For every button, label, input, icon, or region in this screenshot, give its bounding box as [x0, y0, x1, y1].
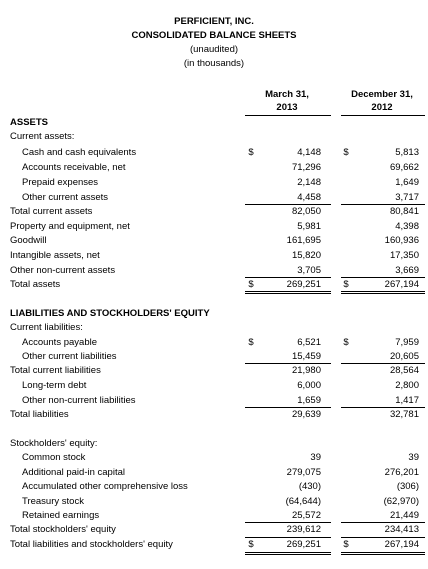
table-row: Other current liabilities 15,459 20,605: [22, 351, 419, 362]
table-row: Other current assets 4,458 3,717: [22, 192, 419, 203]
double-rule: [245, 552, 331, 553]
table-row: Additional paid-in capital 279,075 276,201: [22, 467, 419, 478]
double-rule: [341, 291, 425, 292]
table-row: Retained earnings 25,572 21,449: [22, 510, 419, 521]
table-row: Other non-current assets 3,705 3,669: [10, 265, 419, 276]
units-note: (in thousands): [183, 58, 245, 69]
table-row: Total liabilities 29,639 32,781: [10, 409, 419, 420]
table-row: Intangible assets, net 15,820 17,350: [10, 250, 419, 261]
double-rule: [341, 293, 425, 294]
table-row: Property and equipment, net 5,981 4,398: [10, 221, 419, 232]
double-rule: [245, 291, 331, 292]
assets-heading: ASSETS: [10, 117, 49, 128]
col2-header-date: December 31,: [351, 89, 413, 100]
table-row: Other non-current liabilities 1,659 1,417: [22, 395, 419, 406]
double-rule: [245, 293, 331, 294]
equity-heading: Stockholders' equity:: [10, 438, 98, 449]
table-row: Cash and cash equivalents $ 4,148 $ 5,813: [22, 147, 419, 158]
table-row: Common stock 39 39: [22, 452, 419, 463]
table-row: Accounts payable $ 6,521 $ 7,959: [22, 337, 419, 348]
double-rule: [341, 552, 425, 553]
col2-header-year: 2012: [371, 102, 393, 113]
table-row: Treasury stock (64,644) (62,970): [22, 496, 419, 507]
col1-header-date: March 31,: [265, 89, 309, 100]
table-row: Total stockholders' equity 239,612 234,413: [10, 524, 419, 535]
table-row: Goodwill 161,695 160,936: [10, 235, 419, 246]
current-liabilities-heading: Current liabilities:: [10, 322, 83, 333]
statement-title: CONSOLIDATED BALANCE SHEETS: [131, 30, 297, 41]
table-row: Long-term debt 6,000 2,800: [22, 380, 419, 391]
table-row: Accumulated other comprehensive loss (430) (306): [22, 481, 419, 492]
current-assets-heading: Current assets:: [10, 131, 75, 142]
table-row: Total assets $ 269,251 $ 267,194: [10, 279, 419, 290]
table-row: Total current liabilities 21,980 28,564: [10, 365, 419, 376]
double-rule: [341, 554, 425, 555]
col1-header-year: 2013: [276, 102, 298, 113]
table-row: Total current assets 82,050 80,841: [10, 206, 419, 217]
table-row: Prepaid expenses 2,148 1,649: [22, 177, 419, 188]
double-rule: [245, 554, 331, 555]
table-row: Total liabilities and stockholders' equity $ 269,251 $ 267,194: [10, 539, 419, 550]
table-row: Accounts receivable, net 71,296 69,662: [22, 162, 419, 173]
liabilities-heading: LIABILITIES AND STOCKHOLDERS' EQUITY: [10, 308, 210, 319]
company-name: PERFICIENT, INC.: [174, 16, 254, 27]
unaudited-note: (unaudited): [189, 44, 239, 55]
